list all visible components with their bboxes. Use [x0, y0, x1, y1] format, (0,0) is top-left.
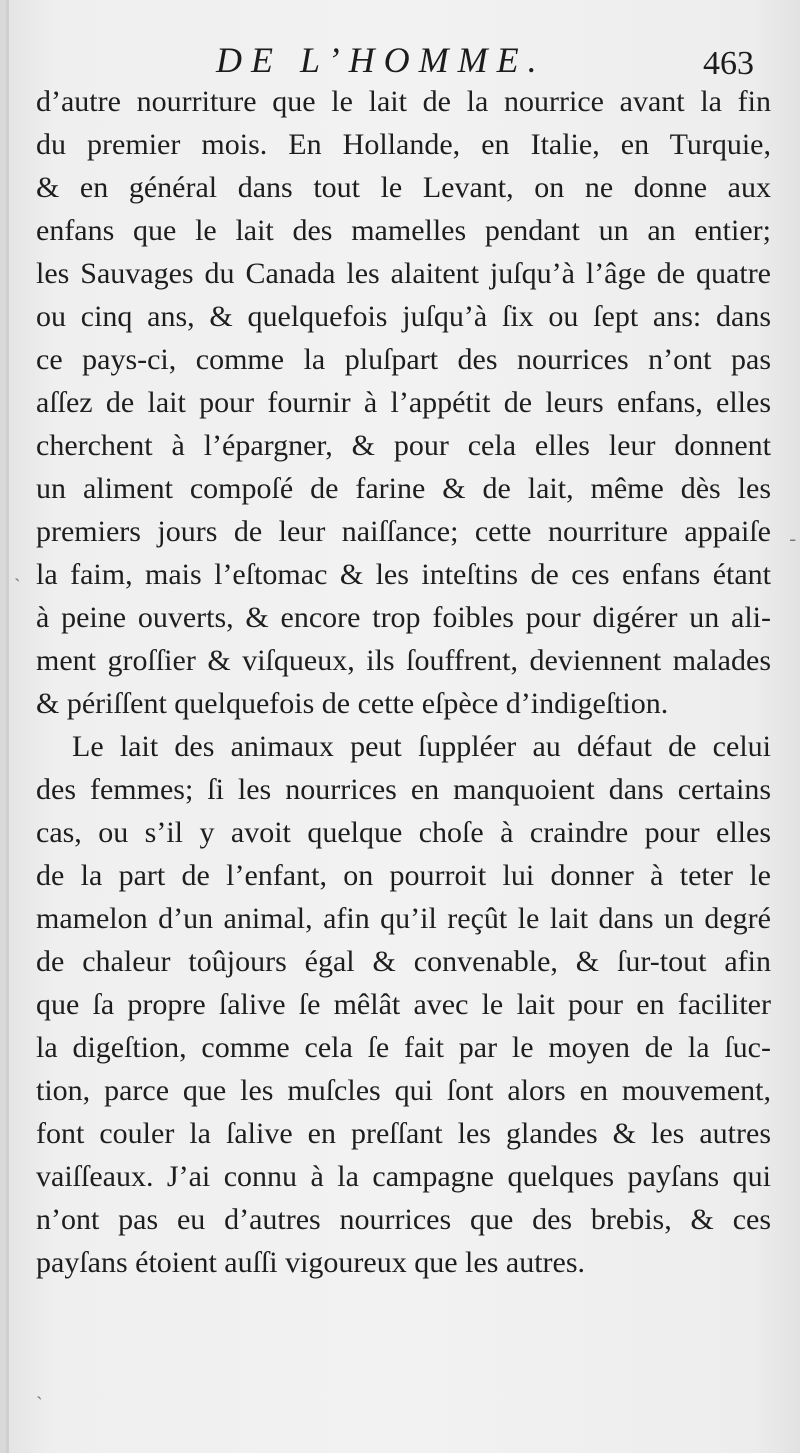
text-line: premiers jours de leur naiſſance; cette nourriture appaiſe: [36, 515, 771, 548]
text-line: la digeſtion, comme cela ſe fait par le moyen de la ſuc-: [36, 1031, 771, 1064]
text-line: les Sauvages du Canada les alaitent juſqu’à l’âge de quatre: [36, 257, 771, 290]
text-line: payſans étoient auſſi vigoureux que les autres.: [36, 1246, 586, 1279]
running-head-title: DE L’HOMME.: [216, 40, 546, 80]
text-line: & en général dans tout le Levant, on ne donne aux: [36, 171, 771, 204]
text-body: [36, 80, 771, 1284]
text-line: aſſez de lait pour fournir à l’appétit de leurs enfans, elles: [36, 386, 771, 419]
text-line: cherchent à l’épargner, & pour cela elles leur donnent: [36, 429, 771, 462]
text-line: cas, ou s’il y avoit quelque choſe à craindre pour elles: [36, 816, 771, 849]
text-line: n’ont pas eu d’autres nourrices que des brebis, & ces: [36, 1203, 771, 1236]
text-line: vaiſſeaux. J’ai connu à la campagne quelques payſans qui: [36, 1160, 771, 1193]
text-line: que ſa propre ſalive ſe mêlât avec le lait pour en faciliter: [36, 988, 771, 1021]
text-line: font couler la ſalive en preſſant les glandes & les autres: [36, 1117, 771, 1150]
paragraph-2: [36, 725, 771, 1284]
text-line: de la part de l’enfant, on pourroit lui donner à teter le: [36, 859, 771, 892]
text-line: la faim, mais l’eſtomac & les inteſtins de ces enfans étant: [36, 558, 771, 591]
text-line: d’autre nourriture que le lait de la nourrice avant la fin: [36, 85, 771, 118]
text-line: ce pays-ci, comme la pluſpart des nourrices n’ont pas: [36, 343, 771, 376]
paragraph-1: [36, 80, 771, 725]
text-line: de chaleur toûjours égal & convenable, & ſur-tout afin: [36, 945, 771, 978]
margin-mark: ˏ: [14, 560, 21, 582]
text-line: & périſſent quelquefois de cette eſpèce d’indigeſtion.: [36, 687, 669, 720]
text-line: un aliment compoſé de farine & de lait, même dès les: [36, 472, 771, 505]
margin-mark: ˏ: [36, 1378, 43, 1400]
text-line: ou cinq ans, & quelquefois juſqu’à ſix ou ſept ans: dans: [36, 300, 771, 333]
text-line: enfans que le lait des mamelles pendant un an entier;: [36, 214, 771, 247]
text-line: mamelon d’un animal, afin qu’il reçût le lait dans un degré: [36, 902, 771, 935]
page-number: 463: [703, 45, 754, 82]
text-line: Le lait des animaux peut ſuppléer au défaut de celui: [72, 730, 771, 763]
text-line: des femmes; ſi les nourrices en manquoient dans certains: [36, 773, 771, 806]
text-line: ment groſſier & viſqueux, ils ſouffrent, deviennent malades: [36, 644, 771, 677]
text-line: à peine ouverts, & encore trop foibles pour digérer un ali-: [36, 601, 771, 634]
book-page: [6, 0, 800, 1453]
margin-mark: ‐: [789, 528, 796, 550]
text-line: du premier mois. En Hollande, en Italie, en Turquie,: [36, 128, 771, 161]
text-line: tion, parce que les muſcles qui ſont alors en mouvement,: [36, 1074, 771, 1107]
